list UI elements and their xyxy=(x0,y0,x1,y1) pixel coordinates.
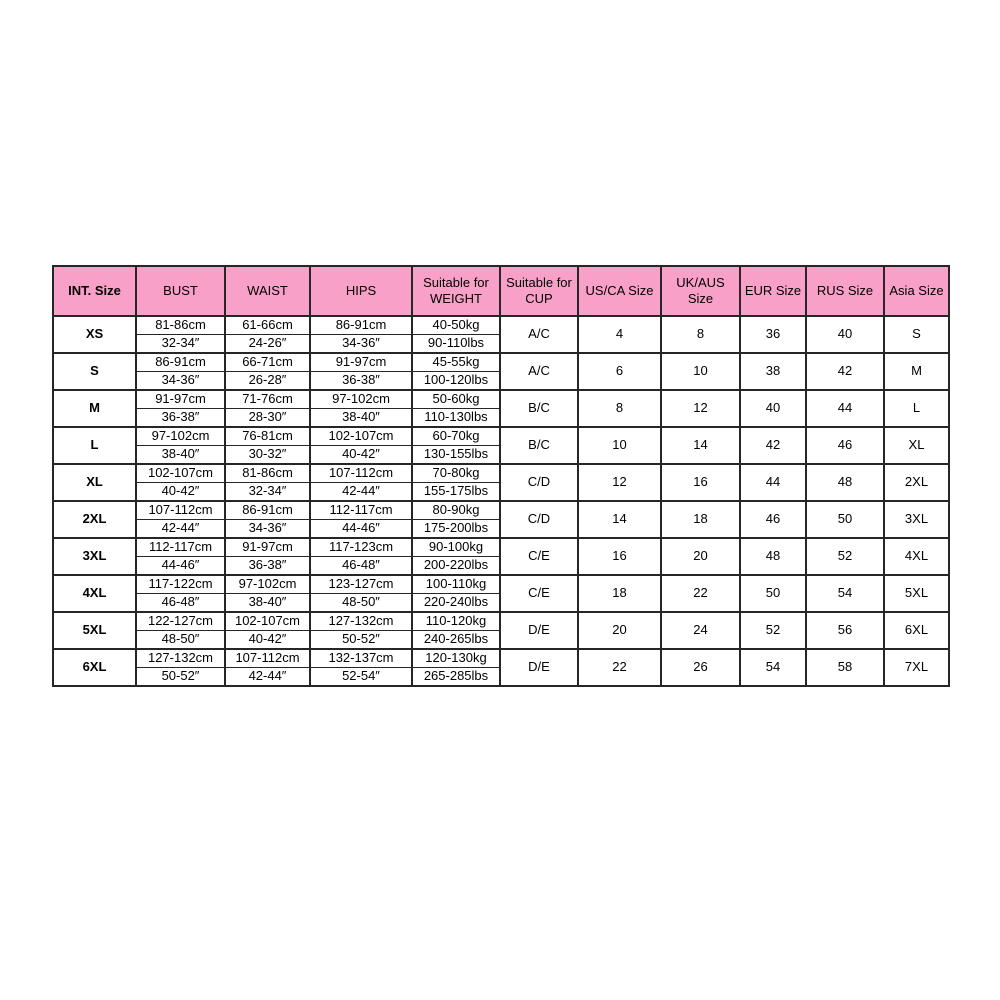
us_ca-cell: 20 xyxy=(578,612,661,649)
bust_in-cell: 40-42″ xyxy=(136,483,225,502)
hips_cm-cell: 91-97cm xyxy=(310,353,412,372)
weight_kg-cell: 40-50kg xyxy=(412,316,500,335)
hips_cm-cell: 102-107cm xyxy=(310,427,412,446)
bust_cm-cell: 81-86cm xyxy=(136,316,225,335)
weight_lbs-cell: 100-120lbs xyxy=(412,372,500,391)
bust_cm-cell: 107-112cm xyxy=(136,501,225,520)
cup-cell: A/C xyxy=(500,316,578,353)
hips_cm-cell: 117-123cm xyxy=(310,538,412,557)
bust_in-cell: 44-46″ xyxy=(136,557,225,576)
us_ca-cell: 6 xyxy=(578,353,661,390)
column-header-asia: Asia Size xyxy=(884,266,949,316)
eur-cell: 50 xyxy=(740,575,806,612)
cup-cell: D/E xyxy=(500,649,578,686)
waist_in-cell: 36-38″ xyxy=(225,557,310,576)
waist_cm-cell: 107-112cm xyxy=(225,649,310,668)
asia-cell: 2XL xyxy=(884,464,949,501)
column-header-hips: HIPS xyxy=(310,266,412,316)
table-row xyxy=(53,612,949,631)
waist_cm-cell: 86-91cm xyxy=(225,501,310,520)
asia-cell: XL xyxy=(884,427,949,464)
uk_aus-cell: 22 xyxy=(661,575,740,612)
weight_kg-cell: 60-70kg xyxy=(412,427,500,446)
waist_in-cell: 30-32″ xyxy=(225,446,310,465)
waist_in-cell: 26-28″ xyxy=(225,372,310,391)
cup-cell: D/E xyxy=(500,612,578,649)
size-chart-container xyxy=(52,265,950,687)
table-row xyxy=(53,316,949,335)
bust_in-cell: 42-44″ xyxy=(136,520,225,539)
rus-cell: 50 xyxy=(806,501,884,538)
rus-cell: 40 xyxy=(806,316,884,353)
us_ca-cell: 18 xyxy=(578,575,661,612)
column-header-waist: WAIST xyxy=(225,266,310,316)
eur-cell: 44 xyxy=(740,464,806,501)
waist_in-cell: 28-30″ xyxy=(225,409,310,428)
table-row xyxy=(53,501,949,520)
asia-cell: S xyxy=(884,316,949,353)
table-row xyxy=(53,427,949,446)
bust_cm-cell: 122-127cm xyxy=(136,612,225,631)
uk_aus-cell: 14 xyxy=(661,427,740,464)
table-header xyxy=(53,266,949,316)
bust_cm-cell: 86-91cm xyxy=(136,353,225,372)
bust_cm-cell: 112-117cm xyxy=(136,538,225,557)
weight_kg-cell: 120-130kg xyxy=(412,649,500,668)
uk_aus-cell: 16 xyxy=(661,464,740,501)
bust_in-cell: 32-34″ xyxy=(136,335,225,354)
eur-cell: 36 xyxy=(740,316,806,353)
uk_aus-cell: 18 xyxy=(661,501,740,538)
asia-cell: 7XL xyxy=(884,649,949,686)
rus-cell: 54 xyxy=(806,575,884,612)
uk_aus-cell: 24 xyxy=(661,612,740,649)
size-cell: M xyxy=(53,390,136,427)
us_ca-cell: 12 xyxy=(578,464,661,501)
size-cell: 3XL xyxy=(53,538,136,575)
waist_in-cell: 24-26″ xyxy=(225,335,310,354)
rus-cell: 44 xyxy=(806,390,884,427)
waist_in-cell: 42-44″ xyxy=(225,668,310,687)
column-header-cup: Suitable for CUP xyxy=(500,266,578,316)
waist_cm-cell: 81-86cm xyxy=(225,464,310,483)
size-cell: XS xyxy=(53,316,136,353)
waist_in-cell: 34-36″ xyxy=(225,520,310,539)
hips_cm-cell: 107-112cm xyxy=(310,464,412,483)
table-row xyxy=(53,390,949,409)
bust_in-cell: 46-48″ xyxy=(136,594,225,613)
weight_lbs-cell: 220-240lbs xyxy=(412,594,500,613)
bust_cm-cell: 91-97cm xyxy=(136,390,225,409)
column-header-eur: EUR Size xyxy=(740,266,806,316)
hips_in-cell: 40-42″ xyxy=(310,446,412,465)
cup-cell: A/C xyxy=(500,353,578,390)
size-cell: S xyxy=(53,353,136,390)
hips_cm-cell: 127-132cm xyxy=(310,612,412,631)
weight_lbs-cell: 175-200lbs xyxy=(412,520,500,539)
bust_cm-cell: 117-122cm xyxy=(136,575,225,594)
weight_lbs-cell: 265-285lbs xyxy=(412,668,500,687)
rus-cell: 58 xyxy=(806,649,884,686)
hips_in-cell: 50-52″ xyxy=(310,631,412,650)
hips_in-cell: 42-44″ xyxy=(310,483,412,502)
us_ca-cell: 4 xyxy=(578,316,661,353)
rus-cell: 56 xyxy=(806,612,884,649)
hips_in-cell: 48-50″ xyxy=(310,594,412,613)
weight_kg-cell: 110-120kg xyxy=(412,612,500,631)
weight_kg-cell: 100-110kg xyxy=(412,575,500,594)
bust_cm-cell: 97-102cm xyxy=(136,427,225,446)
hips_in-cell: 36-38″ xyxy=(310,372,412,391)
weight_lbs-cell: 200-220lbs xyxy=(412,557,500,576)
asia-cell: L xyxy=(884,390,949,427)
weight_lbs-cell: 155-175lbs xyxy=(412,483,500,502)
us_ca-cell: 14 xyxy=(578,501,661,538)
weight_kg-cell: 70-80kg xyxy=(412,464,500,483)
size-cell: 5XL xyxy=(53,612,136,649)
column-header-weight: Suitable for WEIGHT xyxy=(412,266,500,316)
hips_in-cell: 34-36″ xyxy=(310,335,412,354)
bust_in-cell: 36-38″ xyxy=(136,409,225,428)
waist_cm-cell: 97-102cm xyxy=(225,575,310,594)
weight_lbs-cell: 240-265lbs xyxy=(412,631,500,650)
rus-cell: 48 xyxy=(806,464,884,501)
asia-cell: 6XL xyxy=(884,612,949,649)
uk_aus-cell: 20 xyxy=(661,538,740,575)
uk_aus-cell: 26 xyxy=(661,649,740,686)
eur-cell: 40 xyxy=(740,390,806,427)
waist_cm-cell: 91-97cm xyxy=(225,538,310,557)
uk_aus-cell: 10 xyxy=(661,353,740,390)
hips_cm-cell: 86-91cm xyxy=(310,316,412,335)
hips_in-cell: 46-48″ xyxy=(310,557,412,576)
rus-cell: 42 xyxy=(806,353,884,390)
asia-cell: M xyxy=(884,353,949,390)
bust_in-cell: 50-52″ xyxy=(136,668,225,687)
us_ca-cell: 16 xyxy=(578,538,661,575)
asia-cell: 5XL xyxy=(884,575,949,612)
waist_cm-cell: 61-66cm xyxy=(225,316,310,335)
bust_cm-cell: 102-107cm xyxy=(136,464,225,483)
table-body xyxy=(53,316,949,686)
column-header-rus: RUS Size xyxy=(806,266,884,316)
bust_in-cell: 48-50″ xyxy=(136,631,225,650)
bust_cm-cell: 127-132cm xyxy=(136,649,225,668)
waist_cm-cell: 66-71cm xyxy=(225,353,310,372)
hips_cm-cell: 112-117cm xyxy=(310,501,412,520)
column-header-uk_aus: UK/AUS Size xyxy=(661,266,740,316)
size-chart-table xyxy=(52,265,950,687)
table-row xyxy=(53,464,949,483)
weight_kg-cell: 50-60kg xyxy=(412,390,500,409)
eur-cell: 48 xyxy=(740,538,806,575)
hips_in-cell: 38-40″ xyxy=(310,409,412,428)
cup-cell: B/C xyxy=(500,427,578,464)
size-cell: 2XL xyxy=(53,501,136,538)
hips_in-cell: 44-46″ xyxy=(310,520,412,539)
table-row xyxy=(53,353,949,372)
waist_in-cell: 32-34″ xyxy=(225,483,310,502)
cup-cell: B/C xyxy=(500,390,578,427)
waist_cm-cell: 71-76cm xyxy=(225,390,310,409)
table-row xyxy=(53,575,949,594)
us_ca-cell: 22 xyxy=(578,649,661,686)
weight_kg-cell: 80-90kg xyxy=(412,501,500,520)
table-row xyxy=(53,649,949,668)
weight_kg-cell: 45-55kg xyxy=(412,353,500,372)
column-header-us_ca: US/CA Size xyxy=(578,266,661,316)
column-header-size: INT. Size xyxy=(53,266,136,316)
rus-cell: 52 xyxy=(806,538,884,575)
waist_in-cell: 38-40″ xyxy=(225,594,310,613)
asia-cell: 4XL xyxy=(884,538,949,575)
size-cell: 4XL xyxy=(53,575,136,612)
waist_in-cell: 40-42″ xyxy=(225,631,310,650)
us_ca-cell: 8 xyxy=(578,390,661,427)
bust_in-cell: 34-36″ xyxy=(136,372,225,391)
uk_aus-cell: 8 xyxy=(661,316,740,353)
cup-cell: C/D xyxy=(500,501,578,538)
header-row xyxy=(53,266,949,316)
uk_aus-cell: 12 xyxy=(661,390,740,427)
cup-cell: C/D xyxy=(500,464,578,501)
weight_lbs-cell: 90-110lbs xyxy=(412,335,500,354)
eur-cell: 54 xyxy=(740,649,806,686)
cup-cell: C/E xyxy=(500,575,578,612)
table-row xyxy=(53,538,949,557)
eur-cell: 52 xyxy=(740,612,806,649)
hips_in-cell: 52-54″ xyxy=(310,668,412,687)
eur-cell: 42 xyxy=(740,427,806,464)
hips_cm-cell: 123-127cm xyxy=(310,575,412,594)
waist_cm-cell: 76-81cm xyxy=(225,427,310,446)
eur-cell: 38 xyxy=(740,353,806,390)
size-cell: 6XL xyxy=(53,649,136,686)
waist_cm-cell: 102-107cm xyxy=(225,612,310,631)
hips_cm-cell: 97-102cm xyxy=(310,390,412,409)
rus-cell: 46 xyxy=(806,427,884,464)
weight_lbs-cell: 110-130lbs xyxy=(412,409,500,428)
size-cell: XL xyxy=(53,464,136,501)
weight_kg-cell: 90-100kg xyxy=(412,538,500,557)
size-cell: L xyxy=(53,427,136,464)
us_ca-cell: 10 xyxy=(578,427,661,464)
weight_lbs-cell: 130-155lbs xyxy=(412,446,500,465)
column-header-bust: BUST xyxy=(136,266,225,316)
asia-cell: 3XL xyxy=(884,501,949,538)
hips_cm-cell: 132-137cm xyxy=(310,649,412,668)
eur-cell: 46 xyxy=(740,501,806,538)
bust_in-cell: 38-40″ xyxy=(136,446,225,465)
cup-cell: C/E xyxy=(500,538,578,575)
